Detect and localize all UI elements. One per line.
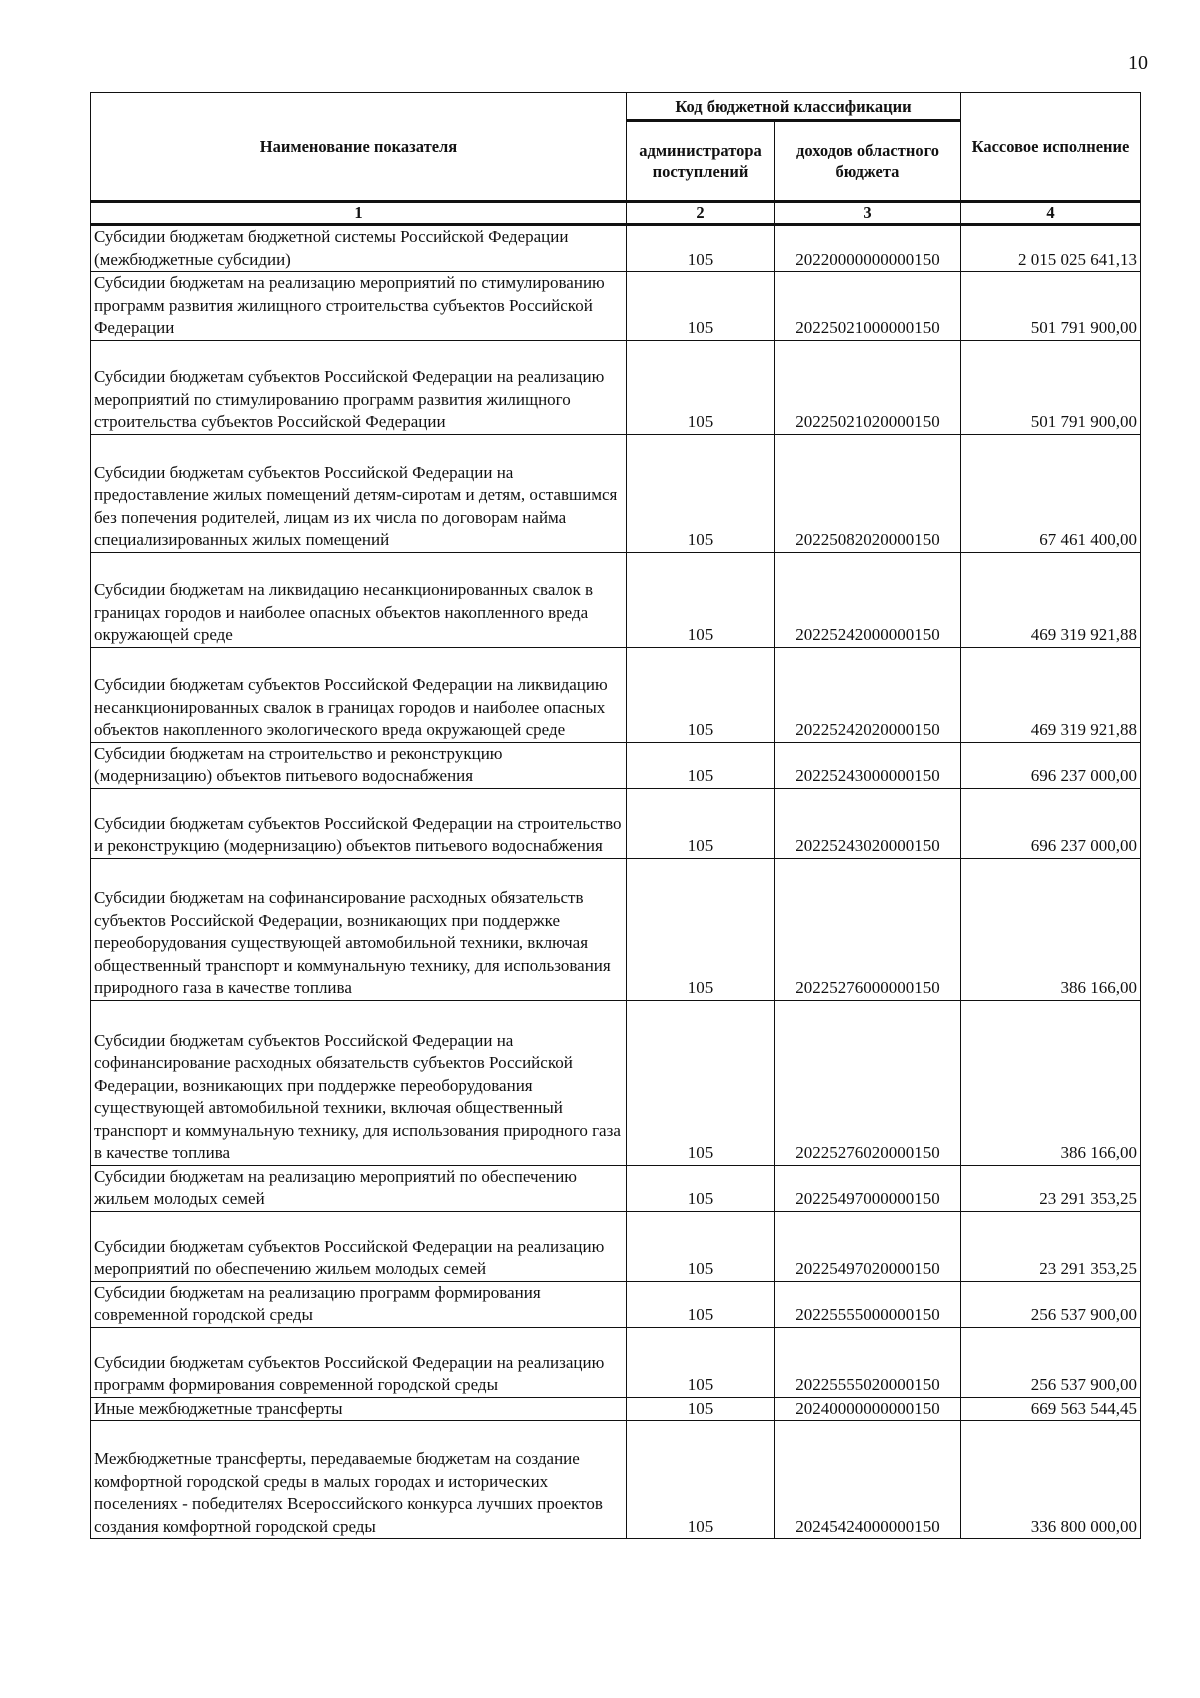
indicator-name-cell: Субсидии бюджетам на реализацию мероприятий по стимулированию программ развития жилищного строительства субъектов Российской Федерации: [91, 272, 627, 341]
indicator-name-cell: Субсидии бюджетам субъектов Российской Федерации на реализацию программ формирования современной городской среды: [91, 1327, 627, 1397]
table-row: [91, 1211, 1141, 1281]
indicator-name-cell: Субсидии бюджетам субъектов Российской Федерации на строительство и реконструкцию (модернизацию) объектов питьевого водоснабжения: [91, 788, 627, 858]
revenue-code-cell: 20225021020000150: [775, 340, 961, 434]
table-row: [91, 552, 1141, 647]
revenue-code-cell: 20225242000000150: [775, 552, 961, 647]
revenue-code-cell: 20240000000000150: [775, 1397, 961, 1421]
budget-report-table: [90, 92, 1141, 1539]
admin-code-cell: 105: [627, 1211, 775, 1281]
table-row: [91, 1397, 1141, 1421]
revenue-code-cell: 20225555020000150: [775, 1327, 961, 1397]
revenue-code-cell: 20225021000000150: [775, 272, 961, 341]
admin-code-cell: 105: [627, 647, 775, 742]
table-row: [91, 1281, 1141, 1327]
amount-cell: 67 461 400,00: [961, 434, 1141, 552]
revenue-code-cell: 20225243020000150: [775, 788, 961, 858]
admin-code-cell: 105: [627, 788, 775, 858]
amount-cell: 336 800 000,00: [961, 1421, 1141, 1539]
indicator-name-cell: Субсидии бюджетам на софинансирование расходных обязательств субъектов Российской Федерации, возникающих при поддержке переоборудования существующей автомобильной техники, включая общественный транспорт и коммунальную технику, для использования природного газа в качестве топлива: [91, 858, 627, 1000]
indicator-name-cell: Субсидии бюджетам субъектов Российской Федерации на реализацию мероприятий по обеспечению жильем молодых семей: [91, 1211, 627, 1281]
revenue-code-cell: 20220000000000150: [775, 225, 961, 272]
amount-cell: 501 791 900,00: [961, 272, 1141, 341]
amount-cell: 696 237 000,00: [961, 742, 1141, 788]
table-row: [91, 788, 1141, 858]
revenue-code-cell: 20225082020000150: [775, 434, 961, 552]
indicator-name-cell: Субсидии бюджетам на ликвидацию несанкционированных свалок в границах городов и наиболее опасных объектов накопленного вреда окружающей среде: [91, 552, 627, 647]
revenue-code-cell: 20225276000000150: [775, 858, 961, 1000]
admin-code-cell: 105: [627, 1421, 775, 1539]
amount-cell: 469 319 921,88: [961, 647, 1141, 742]
admin-code-cell: 105: [627, 434, 775, 552]
amount-cell: 386 166,00: [961, 1000, 1141, 1165]
amount-cell: 669 563 544,45: [961, 1397, 1141, 1421]
indicator-name-cell: Субсидии бюджетам бюджетной системы Российской Федерации (межбюджетные субсидии): [91, 225, 627, 272]
table-row: [91, 272, 1141, 341]
admin-code-cell: 105: [627, 272, 775, 341]
page-number: 10: [1128, 52, 1148, 74]
revenue-code-cell: 20225555000000150: [775, 1281, 961, 1327]
header-cash-execution: Кассовое исполнение: [961, 93, 1141, 202]
header-revenue-code: доходов областного бюджета: [775, 121, 961, 202]
table-row: [91, 1421, 1141, 1539]
column-number: 1: [91, 202, 627, 225]
amount-cell: 23 291 353,25: [961, 1165, 1141, 1211]
table-row: [91, 1000, 1141, 1165]
admin-code-cell: 105: [627, 1000, 775, 1165]
table-row: [91, 742, 1141, 788]
admin-code-cell: 105: [627, 340, 775, 434]
table-row: [91, 1165, 1141, 1211]
indicator-name-cell: Субсидии бюджетам на реализацию программ формирования современной городской среды: [91, 1281, 627, 1327]
admin-code-cell: 105: [627, 742, 775, 788]
admin-code-cell: 105: [627, 1327, 775, 1397]
amount-cell: 256 537 900,00: [961, 1281, 1141, 1327]
amount-cell: 256 537 900,00: [961, 1327, 1141, 1397]
amount-cell: 23 291 353,25: [961, 1211, 1141, 1281]
indicator-name-cell: Субсидии бюджетам субъектов Российской Федерации на реализацию мероприятий по стимулированию программ развития жилищного строительства субъектов Российской Федерации: [91, 340, 627, 434]
admin-code-cell: 105: [627, 1397, 775, 1421]
indicator-name-cell: Иные межбюджетные трансферты: [91, 1397, 627, 1421]
revenue-code-cell: 20225243000000150: [775, 742, 961, 788]
admin-code-cell: 105: [627, 1165, 775, 1211]
table-row: [91, 858, 1141, 1000]
indicator-name-cell: Межбюджетные трансферты, передаваемые бюджетам на создание комфортной городской среды в малых городах и исторических поселениях - победителях Всероссийского конкурса лучших проектов создания комфортной городской среды: [91, 1421, 627, 1539]
header-admin-code: администратора поступлений: [627, 121, 775, 202]
indicator-name-cell: Субсидии бюджетам на реализацию мероприятий по обеспечению жильем молодых семей: [91, 1165, 627, 1211]
indicator-name-cell: Субсидии бюджетам субъектов Российской Федерации на ликвидацию несанкционированных свалок в границах городов и наиболее опасных объектов накопленного экологического вреда окружающей среде: [91, 647, 627, 742]
table-body: [91, 225, 1141, 1539]
amount-cell: 469 319 921,88: [961, 552, 1141, 647]
table-row: [91, 1327, 1141, 1397]
table-row: [91, 340, 1141, 434]
amount-cell: 2 015 025 641,13: [961, 225, 1141, 272]
amount-cell: 501 791 900,00: [961, 340, 1141, 434]
column-number: 3: [775, 202, 961, 225]
revenue-code-cell: 20225276020000150: [775, 1000, 961, 1165]
revenue-code-cell: 20225497000000150: [775, 1165, 961, 1211]
table-row: [91, 225, 1141, 272]
admin-code-cell: 105: [627, 1281, 775, 1327]
column-number: 4: [961, 202, 1141, 225]
revenue-code-cell: 20245424000000150: [775, 1421, 961, 1539]
indicator-name-cell: Субсидии бюджетам субъектов Российской Федерации на предоставление жилых помещений детям-сиротам и детям, оставшимся без попечения родителей, лицам из их числа по договорам найма специализированных жилых помещений: [91, 434, 627, 552]
table-row: [91, 434, 1141, 552]
indicator-name-cell: Субсидии бюджетам субъектов Российской Федерации на софинансирование расходных обязательств субъектов Российской Федерации, возникающих при поддержке переоборудования существующей автомобильной техники, включая общественный транспорт и коммунальную технику, для использования природного газа в качестве топлива: [91, 1000, 627, 1165]
header-indicator-name: Наименование показателя: [91, 93, 627, 202]
amount-cell: 696 237 000,00: [961, 788, 1141, 858]
indicator-name-cell: Субсидии бюджетам на строительство и реконструкцию (модернизацию) объектов питьевого водоснабжения: [91, 742, 627, 788]
table-row: [91, 647, 1141, 742]
admin-code-cell: 105: [627, 552, 775, 647]
admin-code-cell: 105: [627, 858, 775, 1000]
revenue-code-cell: 20225497020000150: [775, 1211, 961, 1281]
revenue-code-cell: 20225242020000150: [775, 647, 961, 742]
amount-cell: 386 166,00: [961, 858, 1141, 1000]
column-number: 2: [627, 202, 775, 225]
header-budget-code-group: Код бюджетной классификации: [627, 93, 961, 121]
admin-code-cell: 105: [627, 225, 775, 272]
table-header: [91, 93, 1141, 225]
